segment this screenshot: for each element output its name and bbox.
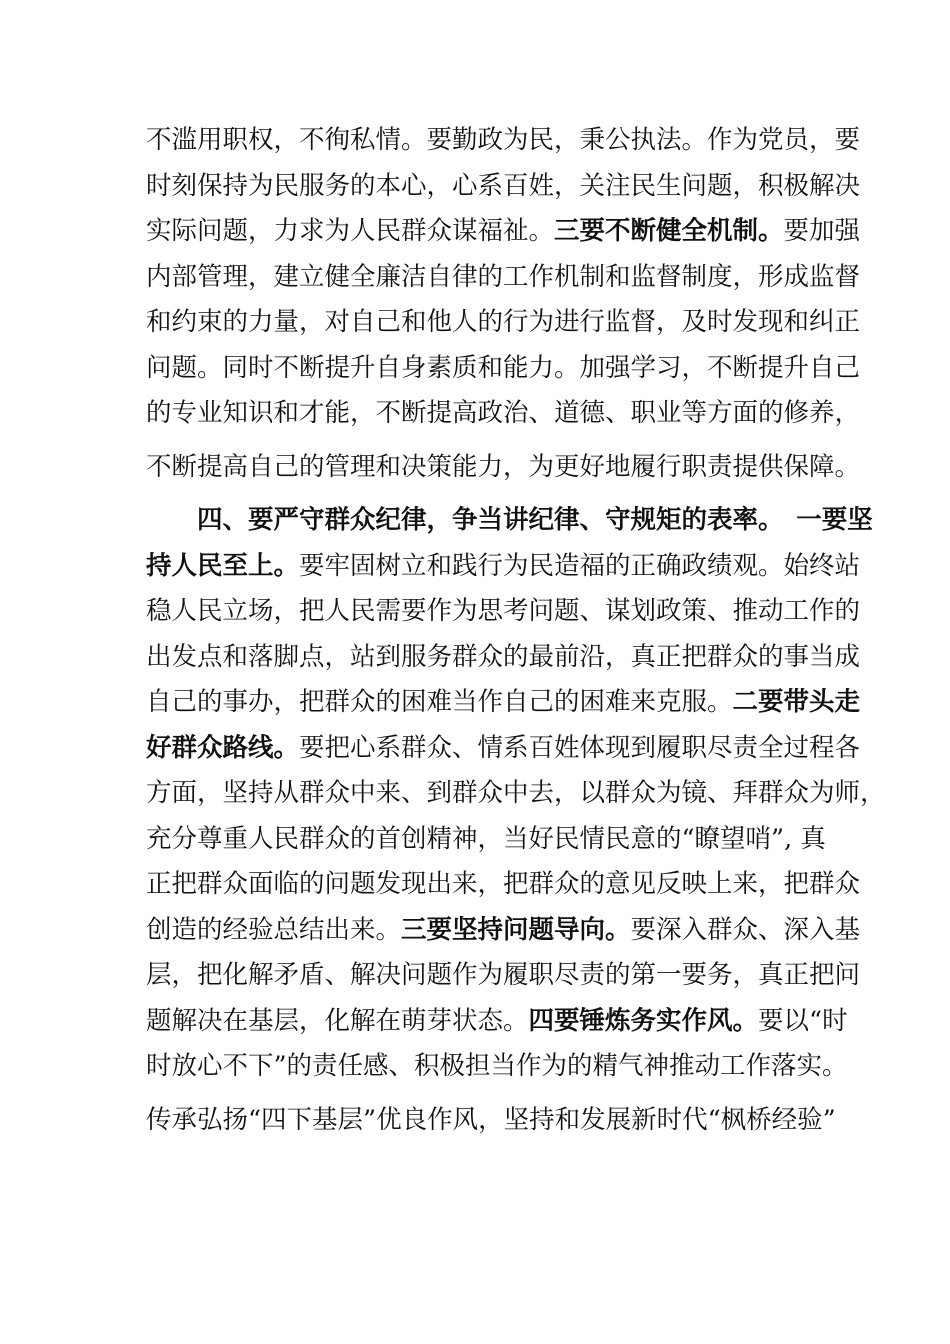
section-heading: 四、要严守群众纪律，争当讲纪律、守规矩的表率。: [197, 505, 771, 535]
text-run: 要加强: [783, 216, 861, 246]
text-run: 传承弘扬“四下基层”优良作风，坚持和发展新时代“枫桥经验”: [146, 1104, 836, 1135]
paragraph-2: [146, 498, 886, 1143]
text-run: 不滥用职权，不徇私情。要勤政为民，秉公执法。作为党员，要: [146, 125, 861, 155]
text-line: [146, 1044, 848, 1090]
text-line: [146, 164, 861, 210]
bold-heading-run: 三要坚持问题导向。: [401, 914, 631, 945]
text-run: 创造的经验总结出来。: [146, 914, 402, 945]
text-run: 内部管理，建立健全廉洁自律的工作机制和监督制度，形成监督: [146, 261, 861, 292]
text-line: [146, 346, 861, 392]
text-line: [146, 908, 861, 954]
bold-heading-run: 好群众路线。: [146, 732, 300, 763]
text-run: 正把群众面临的问题发现出来，把群众的意见反映上来，把群众: [146, 869, 861, 899]
text-line: [146, 862, 861, 908]
text-run: 稳人民立场，把人民需要作为思考问题、谋划政策、推动工作的: [146, 596, 861, 626]
text-line: [146, 680, 861, 726]
text-run: 方面，坚持从群众中来、到群众中去，以群众为镜、拜群众为师，: [146, 778, 886, 808]
text-line: [146, 817, 826, 863]
text-run: 层，把化解矛盾、解决问题作为履职尽责的第一要务，真正把问: [146, 960, 861, 990]
text-line: [146, 635, 861, 681]
section-heading-line: [146, 498, 873, 544]
text-line: [146, 999, 848, 1045]
text-line: [146, 300, 861, 346]
text-run: 要以“时: [758, 1005, 848, 1036]
text-line: [146, 771, 886, 817]
bold-heading-run: 一要坚: [796, 505, 873, 535]
text-run: 自己的事办，把群众的困难当作自己的困难来克服。: [146, 687, 733, 717]
text-line: [146, 118, 861, 164]
document-body: [146, 118, 886, 1143]
text-run: 要牢固树立和践行为民造福的正确政绩观。始终站: [299, 550, 861, 581]
text-run: 不断提高自己的管理和决策能力，为更好地履行职责提供保障。: [146, 451, 861, 482]
text-line: [146, 953, 861, 999]
bold-heading-run: 二要带头走: [732, 687, 861, 717]
text-line: [146, 255, 861, 301]
text-line: [146, 209, 861, 255]
text-run: [771, 505, 797, 535]
bold-heading-run: 三要不断健全机制。: [554, 216, 784, 246]
text-run: 和约束的力量，对自己和他人的行为进行监督，及时发现和纠正: [146, 307, 861, 337]
text-line: [146, 589, 861, 635]
text-line: [146, 391, 861, 437]
text-line: [146, 726, 861, 772]
text-run: 的专业知识和才能，不断提高政治、道德、职业等方面的修养，: [146, 398, 861, 428]
text-run: 时刻保持为民服务的本心，心系百姓，关注民生问题，积极解决: [146, 170, 861, 201]
text-run: 充分尊重人民群众的首创精神，当好民情民意的“瞭望哨”, 真: [146, 823, 826, 854]
text-line: [146, 544, 861, 590]
text-run: 要把心系群众、情系百姓体现到履职尽责全过程各: [299, 732, 861, 763]
text-run: 实际问题，力求为人民群众谋福祉。: [146, 216, 555, 246]
text-run: 要深入群众、深入基: [630, 914, 861, 945]
text-run: 出发点和落脚点，站到服务群众的最前沿，真正把群众的事当成: [146, 641, 861, 672]
paragraph-1: [146, 118, 861, 490]
text-line: [146, 1098, 836, 1144]
text-run: 题解决在基层，化解在萌芽状态。: [146, 1005, 529, 1036]
bold-heading-run: 持人民至上。: [146, 550, 300, 581]
bold-heading-run: 四要锤炼务实作风。: [528, 1005, 759, 1036]
text-run: 时放心不下”的责任感、积极担当作为的精气神推动工作落实。: [146, 1051, 848, 1081]
text-run: 问题。同时不断提升自身素质和能力。加强学习，不断提升自己: [146, 352, 861, 383]
text-line: [146, 445, 861, 491]
